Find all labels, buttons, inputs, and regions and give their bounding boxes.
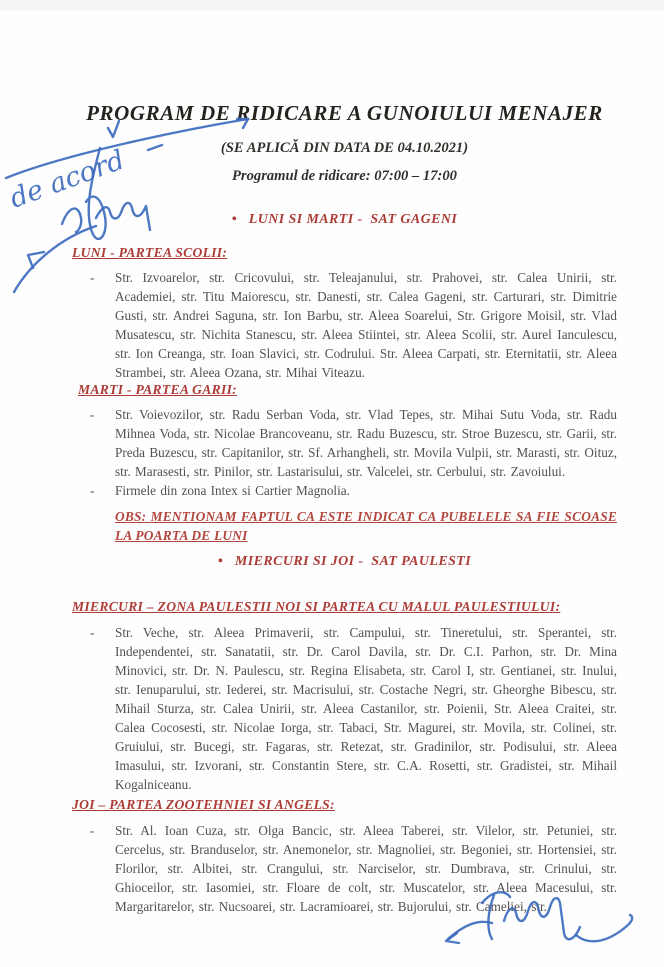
day-heading-miercuri: MIERCURI – ZONA PAULESTII NOI SI PARTEA CU MALUL PAULESTIULUI:: [72, 599, 561, 614]
day-heading-joi: JOI – PARTEA ZOOTEHNIEI SI ANGELS:: [72, 797, 335, 812]
pickup-hours-line: Programul de ridicare: 07:00 – 17:00: [232, 168, 457, 184]
street-list-luni: [72, 268, 617, 382]
route-group-heading-paulesti: • MIERCURI SI JOI - SAT PAULESTI: [72, 554, 617, 570]
street-list-joi: [72, 821, 617, 916]
street-list-marti: [72, 405, 617, 500]
approval-text: de acord: [5, 144, 129, 215]
ink-final-swoosh: [576, 915, 632, 941]
ink-lead-arrow: [446, 933, 459, 943]
route-group-heading-gageni: • LUNI SI MARTI - SAT GAGENI: [72, 212, 617, 228]
day-heading-luni: LUNI - PARTEA SCOLII:: [72, 245, 228, 260]
obs-note: OBS: MENTIONAM FAPTUL CA ESTE INDICAT CA PUBELELE SA FIE SCOASE LA POARTA DE LUNI: [115, 509, 617, 543]
street-list-item: - Str. Veche, str. Aleea Primaverii, str. Campului, str. Tineretului, str. Sperantei, str. Independentei, str. Sanatatii, str. Dr. Carol Davila, str. Dr. C.I. Parhon, str. Dr. Mina Minovici, str. Dr. N. Paulescu, str. Regina Elisabeta, str. Carol I, str. Gentianei, str. Inului, str. Ienuparului, str. Iederei, str. Macrisului, str. Costache Negri, str. Gheorghe Bibescu, str. Mihail Sturza, str. Calea Unirii, str. Aleea Castanilor, str. Poienii, Str. Aleea Craitei, str. Calea Cocosesti, str. Nicolae Iorga, str. Tabaci, Str. Magurei, str. Movila, str. Colinei, str. Gruiului, str. Bucegi, str. Fagaras, str. Retezat, str. Gradinilor, str. Podisului, str. Aleea Imasului, str. Izvorani, str. Constantin Stere, str. C.A. Rosetti, str. Gradistei, str. Mihail Kogalniceanu.: [72, 623, 617, 794]
street-list-miercuri: [72, 623, 617, 794]
street-list-item: - Str. Izvoarelor, str. Cricovului, str. Teleajanului, str. Prahovei, str. Calea Unirii, str. Academiei, str. Titu Maiorescu, str. Danesti, str. Calea Gageni, str. Carturari, str. Dimitrie Gusti, str. Andrei Saguna, str. Ion Barbu, str. Aleea Soarelui, Str. Grigore Moisil, str. Vlad Musatescu, str. Nichita Stanescu, str. Aleea Stiintei, str. Aleea Scolii, str. Aurel Ianculescu, str. Ion Creanga, str. Ioan Slavici, str. Codrului. Str. Aleea Carpati, str. Eternitatii, str. Aleea Strambei, str. Aleea Ozana, str. Mihai Viteazu.: [72, 268, 617, 382]
street-list-item: - Str. Voievozilor, str. Radu Serban Voda, str. Vlad Tepes, str. Mihai Sutu Voda, str. Radu Mihnea Voda, str. Nicolae Brancoveanu, str. Radu Buzescu, str. Stroe Buzescu, str. Garii, str. Preda Buzescu, str. Capitanilor, str. Sf. Arhangheli, str. Movila Vulpii, str. Marasti, str. Oituz, str. Marasesti, str. Pinilor, str. Lastarisului, str. Valcelei, str. Cerbului, str. Zavoiului.: [72, 405, 617, 481]
applies-from-subtitle: (SE APLICĂ DIN DATA DE 04.10.2021): [220, 140, 469, 156]
street-list-item: - Firmele din zona Intex si Cartier Magnolia.: [72, 481, 617, 500]
ink-lead-curve: [448, 922, 492, 939]
ink-signature-hook: [28, 252, 44, 268]
page-title: PROGRAM DE RIDICARE A GUNOIULUI MENAJER: [86, 101, 603, 125]
document-page: [0, 11, 664, 960]
day-heading-marti: MARTI - PARTEA GARII:: [78, 382, 238, 397]
street-list-item: - Str. Al. Ioan Cuza, str. Olga Bancic, str. Aleea Taberei, str. Vilelor, str. Petuniei, str. Cercelus, str. Branduselor, str. Anemonelor, str. Magnoliei, str. Begoniei, str. Hortensiei, str. Florilor, str. Albitei, str. Crangului, str. Narciselor, str. Dumbrava, str. Crinului, str. Ghioceilor, str. Iasomiei, str. Floare de colt, str. Muscatelor, str. Aleea Macesului, str. Margaritarelor, str. Nucsoarei, str. Lacramioarei, str. Bujorului, str. Cameliei, str.: [72, 821, 617, 916]
